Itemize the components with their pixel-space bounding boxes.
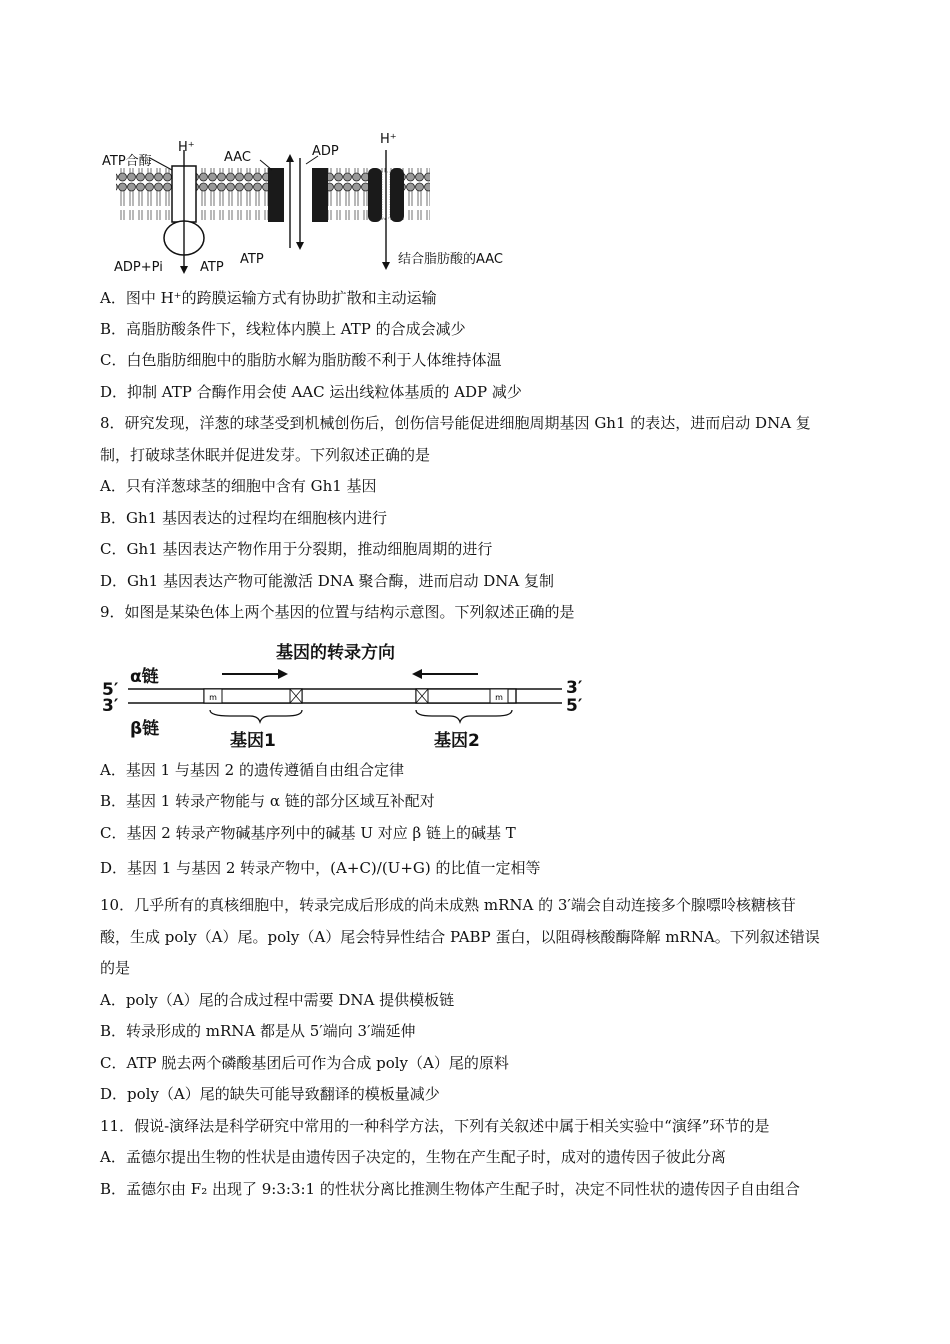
atp-mid-label: ATP [240, 252, 264, 267]
three-prime-right: 3′ [566, 678, 583, 698]
gene1-label: 基因1 [230, 731, 276, 751]
q9-stem: 9．如图是某染色体上两个基因的位置与结构示意图。下列叙述正确的是 [100, 603, 575, 621]
q10-stem-line3: 的是 [100, 959, 131, 977]
fatty-aac-a [368, 168, 382, 222]
q8-stem-line1: 8．研究发现，洋葱的球茎受到机械创伤后，创伤信号能促进细胞周期基因 Gh1 的表达，进而启动 DNA 复 [100, 414, 811, 432]
q11-stem: 11．假说-演绎法是科学研究中常用的一种科学方法，下列有关叙述中属于相关实验中“演绎”环节的是 [100, 1117, 770, 1135]
atp-out-label: ATP [200, 260, 224, 275]
q8-option-b: B．Gh1 基因表达的过程均在细胞核内进行 [100, 509, 387, 527]
q7-option-c: C．白色脂肪细胞中的脂肪水解为脂肪酸不利于人体维持体温 [100, 351, 502, 369]
q8-option-a: A．只有洋葱球茎的细胞中含有 Gh1 基因 [100, 477, 377, 495]
fatty-aac-b [390, 168, 404, 222]
q10-option-a: A．poly（A）尾的合成过程中需要 DNA 提供模板链 [100, 991, 455, 1009]
q9-option-b: B．基因 1 转录产物能与 α 链的部分区域互补配对 [100, 792, 435, 810]
h-right-label: H⁺ [380, 132, 397, 147]
q9-option-a: A．基因 1 与基因 2 的遗传遵循自由组合定律 [100, 761, 404, 779]
aac-label: AAC [224, 150, 251, 165]
svg-text:m: m [209, 693, 217, 702]
gene-diagram [100, 630, 600, 752]
gene-fig-title: 基因的转录方向 [276, 643, 395, 663]
q7-option-d: D．抑制 ATP 合酶作用会使 AAC 运出线粒体基质的 ADP 减少 [100, 383, 522, 401]
q11-option-a: A．孟德尔提出生物的性状是由遗传因子决定的，生物在产生配子时，成对的遗传因子彼此分离 [100, 1148, 726, 1166]
five-prime-left: 5′ [102, 680, 119, 700]
q9-option-d: D．基因 1 与基因 2 转录产物中，(A+C)/(U+G) 的比值一定相等 [100, 859, 541, 877]
q10-stem-line2: 酸，生成 poly（A）尾。poly（A）尾会特异性结合 PABP 蛋白，以阻碍核酸酶降解 mRNA。下列叙述错误 [100, 928, 820, 946]
q8-option-d: D．Gh1 基因表达产物可能激活 DNA 聚合酶，进而启动 DNA 复制 [100, 572, 555, 590]
three-prime-left: 3′ [102, 696, 119, 716]
bilayer-left [116, 168, 172, 220]
q10-option-c: C．ATP 脱去两个磷酸基团后可作为合成 poly（A）尾的原料 [100, 1054, 509, 1072]
beta-strand-label: β链 [130, 719, 160, 739]
bilayer-mid [196, 168, 268, 220]
alpha-strand-label: α链 [130, 667, 159, 687]
aac-protein [268, 168, 284, 222]
q10-option-b: B．转录形成的 mRNA 都是从 5′端向 3′端延伸 [100, 1022, 416, 1040]
q8-option-c: C．Gh1 基因表达产物作用于分裂期，推动细胞周期的进行 [100, 540, 493, 558]
q10-stem-line1: 10．几乎所有的真核细胞中，转录完成后形成的尚未成熟 mRNA 的 3′端会自动连接多个腺嘌呤核糖核苷 [100, 896, 796, 914]
five-prime-right: 5′ [566, 696, 583, 716]
q9-option-c: C．基因 2 转录产物碱基序列中的碱基 U 对应 β 链上的碱基 T [100, 824, 516, 842]
q7-option-b: B．高脂肪酸条件下，线粒体内膜上 ATP 的合成会减少 [100, 320, 466, 338]
adp-pi-label: ADP+Pi [114, 260, 163, 275]
adp-top-label: ADP [312, 144, 339, 159]
q7-option-a: A．图中 H⁺的跨膜运输方式有协助扩散和主动运输 [100, 289, 437, 307]
h-left-label: H⁺ [178, 140, 195, 155]
q11-option-b: B．孟德尔由 F₂ 出现了 9:3:3:1 的性状分离比推测生物体产生配子时，决定不同性状的遗传因子自由组合 [100, 1180, 800, 1198]
gene2-label: 基因2 [434, 731, 480, 751]
fatty-aac-label: 结合脂肪酸的AAC [398, 252, 503, 267]
q10-option-d: D．poly（A）尾的缺失可能导致翻译的模板量减少 [100, 1085, 440, 1103]
membrane-diagram [100, 130, 540, 280]
svg-text:m: m [495, 693, 503, 702]
atp-synthase-label: ATP合酶 [102, 154, 152, 169]
q8-stem-line2: 制，打破球茎休眠并促进发芽。下列叙述正确的是 [100, 446, 431, 464]
